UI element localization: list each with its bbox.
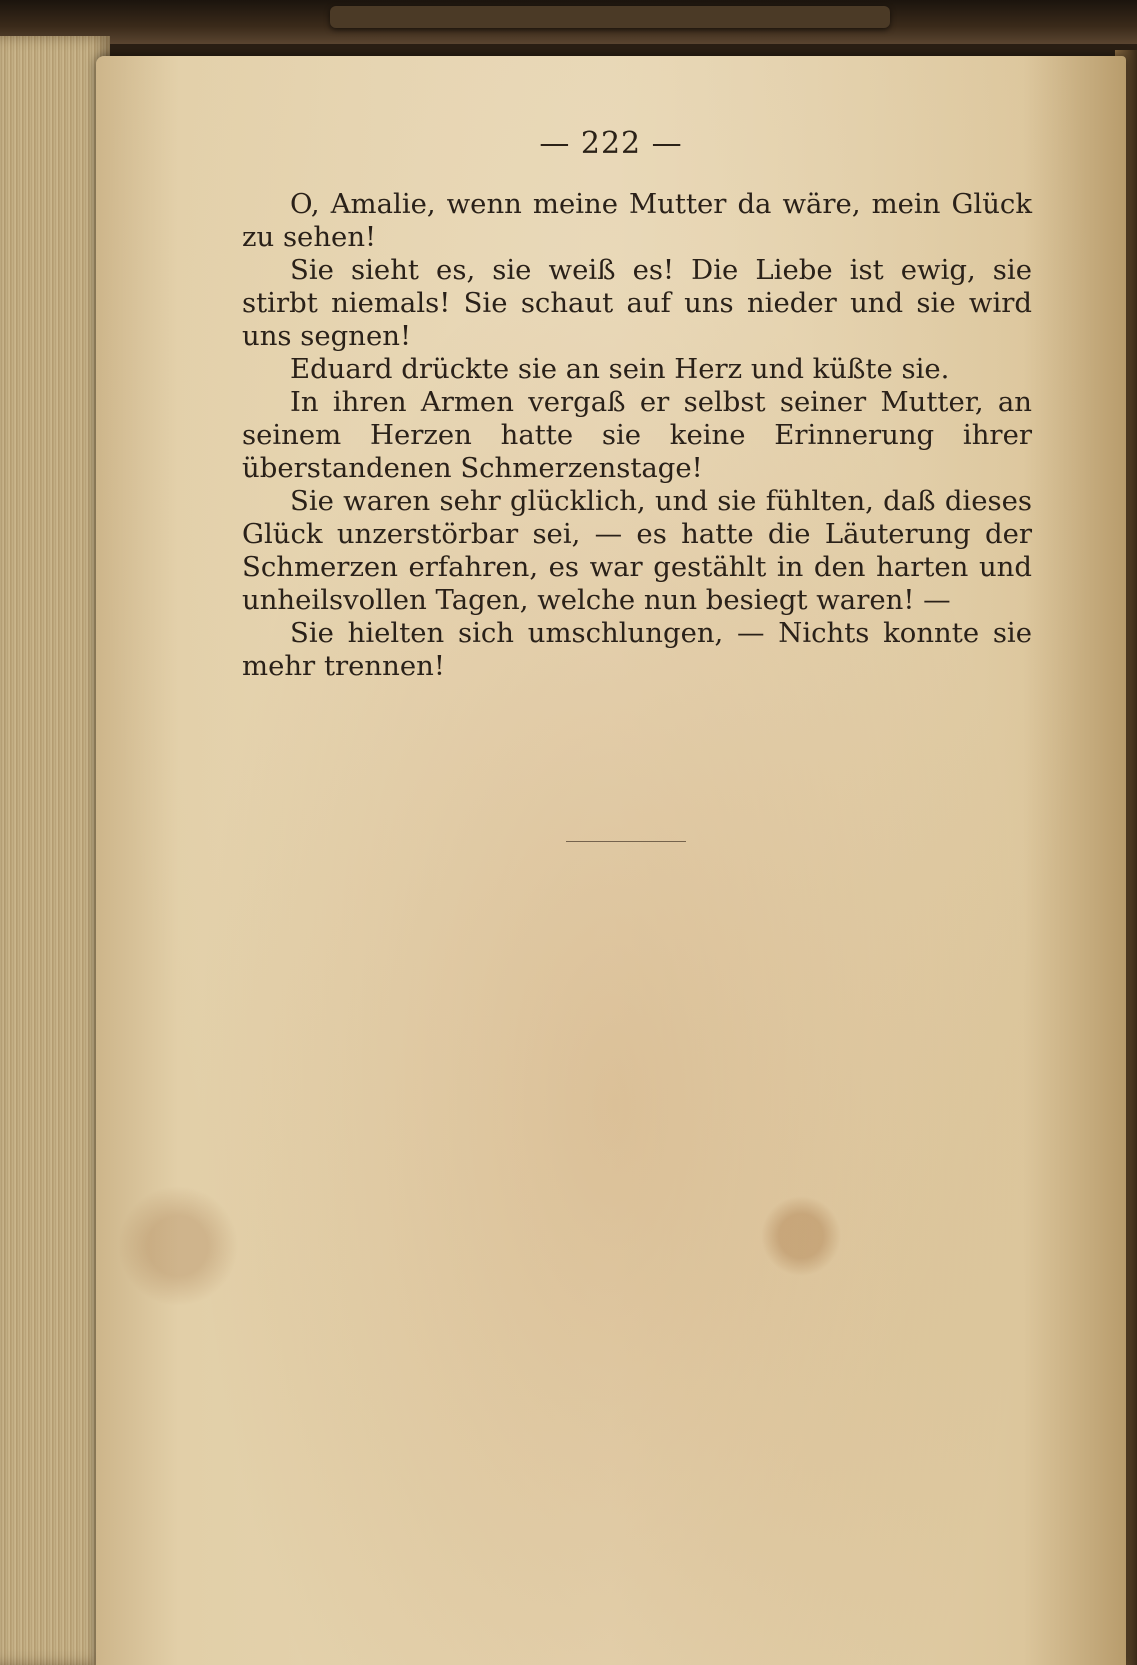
paragraph: O, Amalie, wenn meine Mutter da wäre, mein Glück zu sehen! <box>242 188 1032 253</box>
book-page <box>96 56 1126 1665</box>
paragraph: Sie sieht es, sie weiß es! Die Liebe ist ewig, sie stirbt niemals! Sie schaut auf uns nieder und sie wird uns segnen! <box>242 254 1032 352</box>
body-text <box>242 188 1032 683</box>
paragraph: Sie hielten sich umschlungen, — Nichts konnte sie mehr trennen! <box>242 617 1032 682</box>
end-rule <box>566 841 686 842</box>
paragraph: Eduard drückte sie an sein Herz und küßte sie. <box>290 353 950 385</box>
book-cover-edge <box>0 0 1137 44</box>
page-edges <box>0 36 110 1665</box>
paragraph: Sie waren sehr glücklich, und sie fühlten, daß dieses Glück unzerstörbar sei, — es hatte die Läuterung der Schmerzen erfahren, es war gestählt in den harten und unheilsvollen Tagen, welche nun besiegt waren! — <box>242 485 1032 616</box>
page-number: — 222 — <box>539 126 683 161</box>
paragraph: In ihren Armen vergaß er selbst seiner Mutter, an seinem Herzen hatte sie keine Erinnerung ihrer überstandenen Schmerzenstage! <box>242 386 1032 484</box>
